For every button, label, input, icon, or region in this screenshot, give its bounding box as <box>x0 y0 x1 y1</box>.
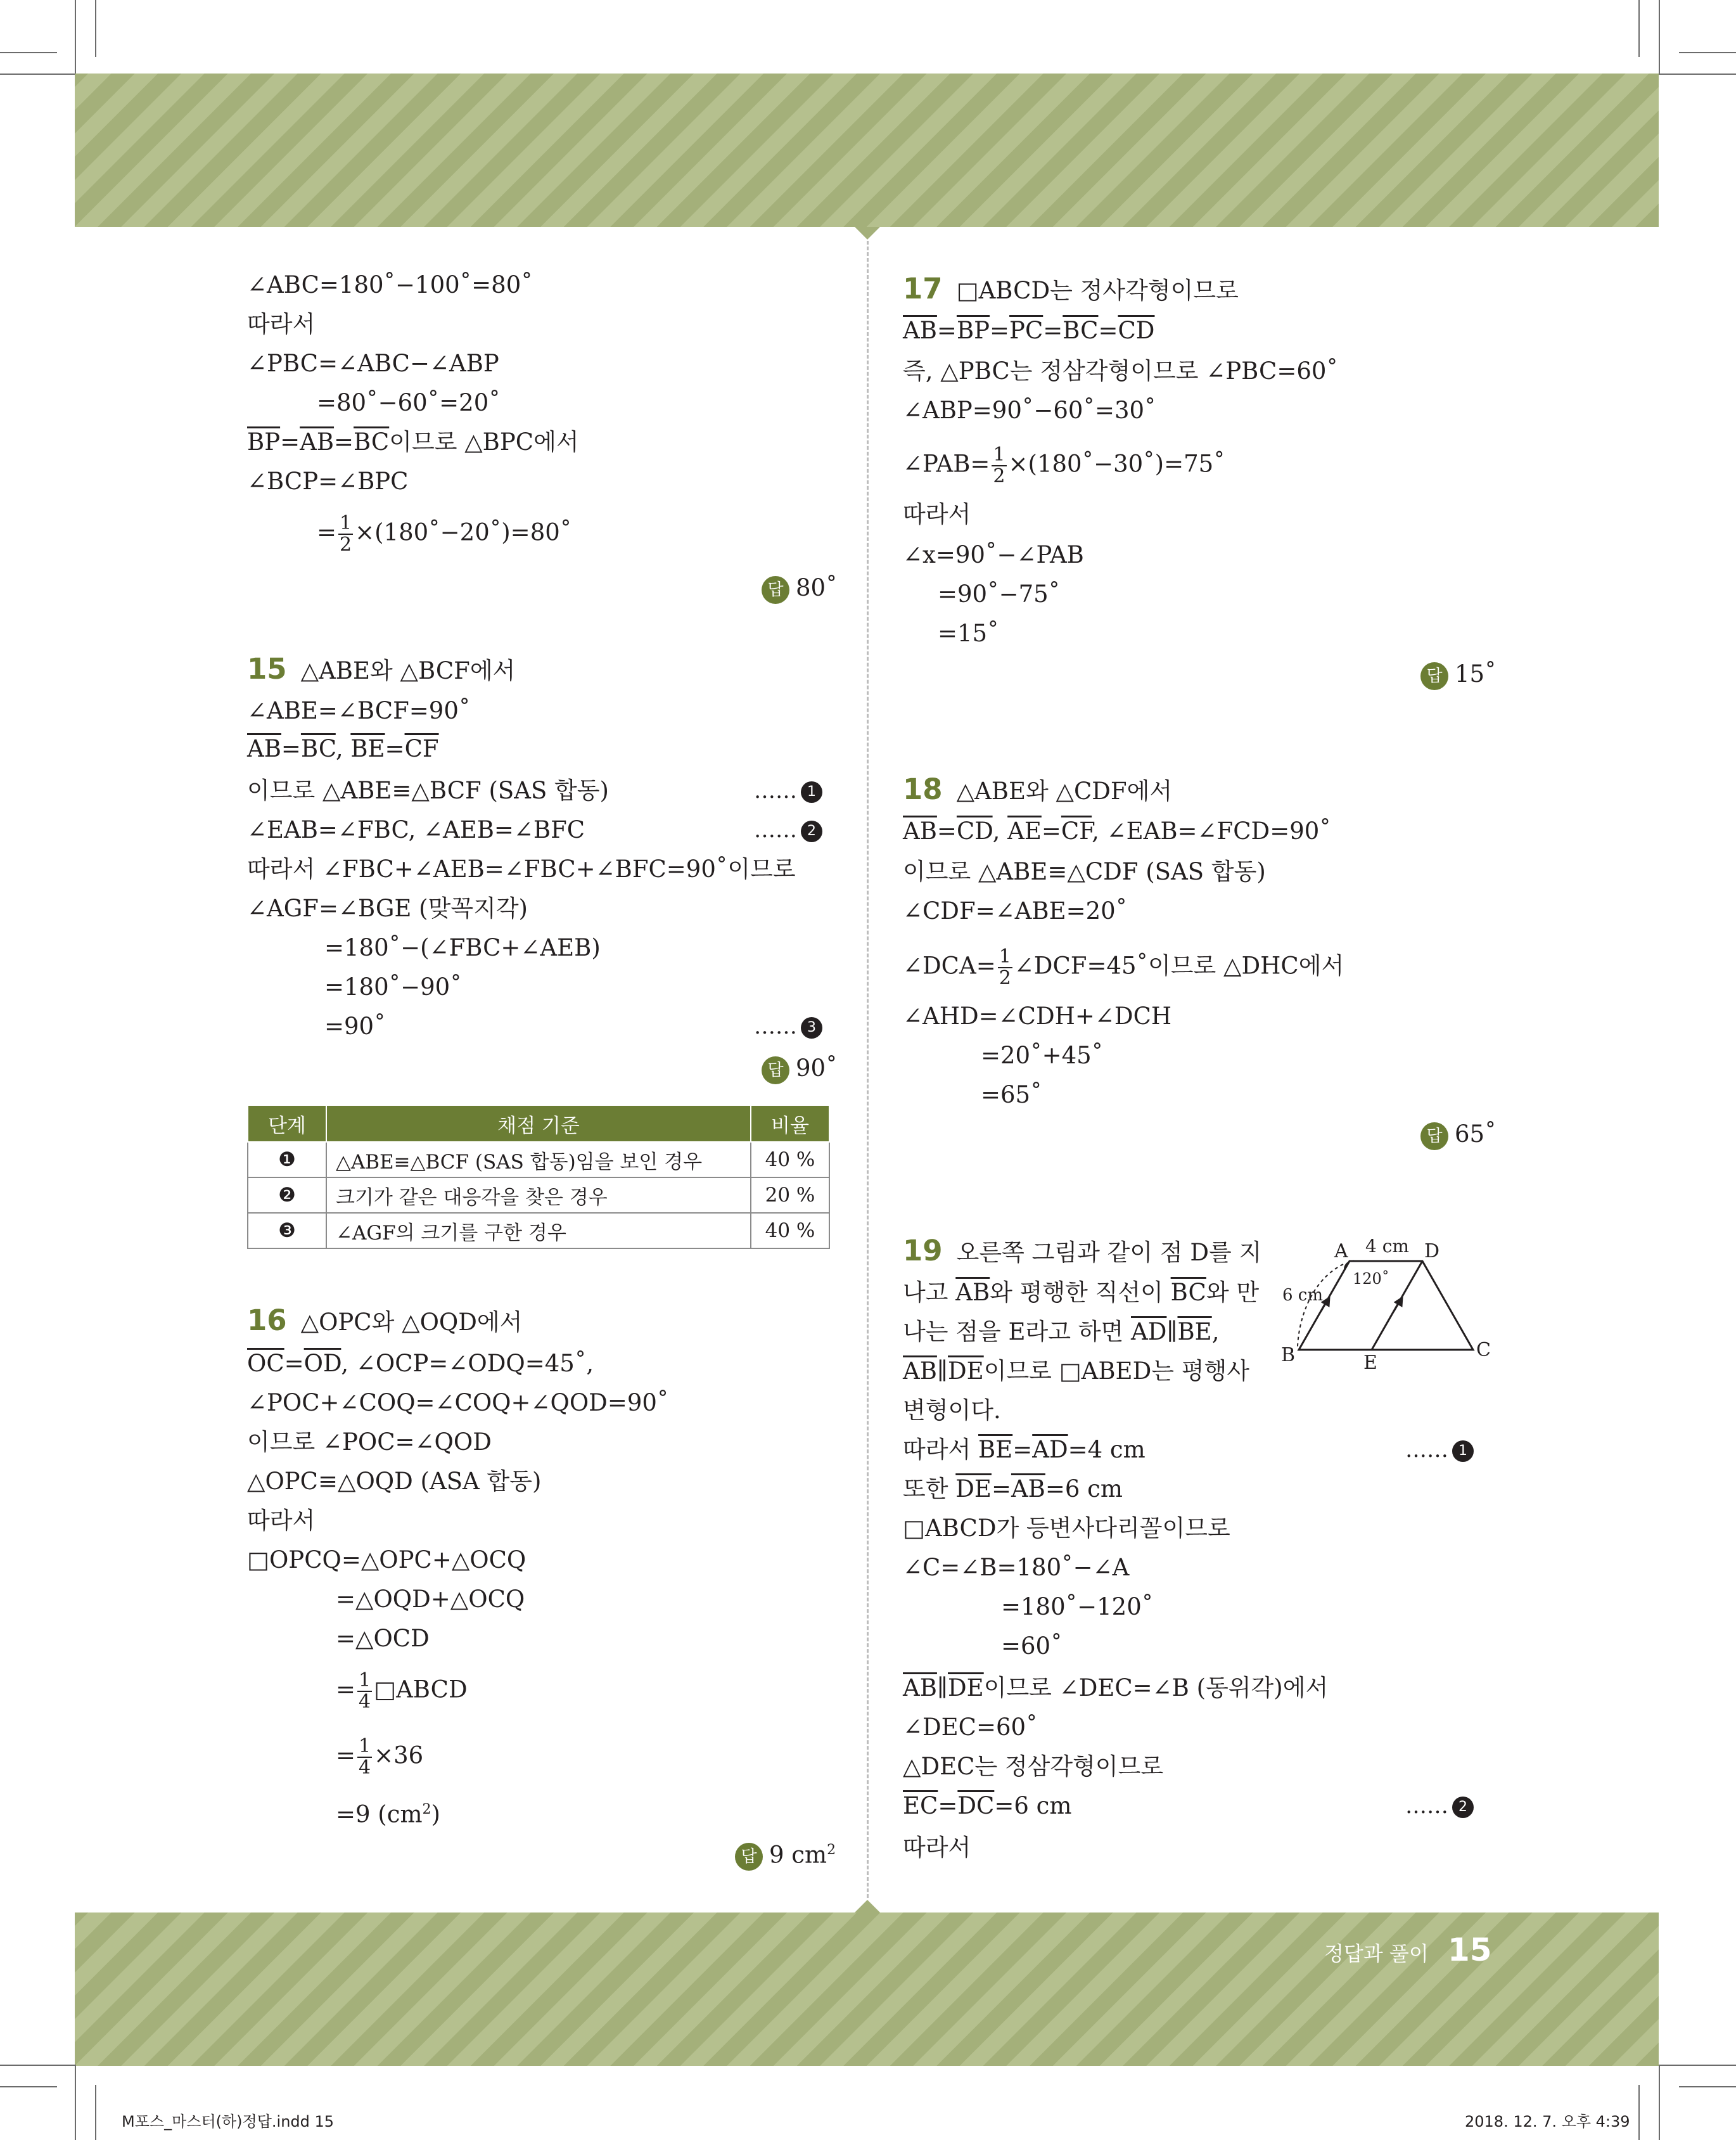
solution-line: 따라서 <box>247 1507 316 1534</box>
step-number-icon: 1 <box>801 781 822 803</box>
equals-sign: = <box>1041 817 1061 845</box>
fraction <box>338 513 353 555</box>
denominator: 4 <box>359 1691 371 1713</box>
problem-number: 15 <box>247 652 287 686</box>
problem-number: 19 <box>903 1234 943 1267</box>
numerator: 1 <box>993 444 1005 466</box>
parallel-arrow-icon <box>1394 1298 1402 1312</box>
crop-mark <box>1679 2086 1736 2087</box>
criterion-cell: 크기가 같은 대응각을 찾은 경우 <box>326 1177 751 1213</box>
segment-label: $\overline{AB}$ <box>903 317 937 344</box>
solution-text: △ABE와 △BCF에서 <box>300 657 516 684</box>
solution-text: △OPC와 △OQD에서 <box>300 1309 523 1336</box>
solution-line: ∠POC+∠COQ=∠COQ+∠QOD=90˚ <box>247 1389 669 1416</box>
solution-text: 나는 점을 E라고 하면 <box>903 1318 1131 1345</box>
solution-line: 이므로 △ABE≡△BCF (SAS 합동) <box>247 777 609 804</box>
dots: …… <box>754 1014 797 1039</box>
dots: …… <box>1405 1793 1448 1819</box>
solution-text: , ∠EAB=∠FCD=90˚ <box>1092 817 1331 845</box>
solution-line <box>336 1795 440 1829</box>
segment-label: $\overline{BC}$ <box>1170 1279 1206 1306</box>
segment-label: $\overline{BP}$ <box>956 317 990 344</box>
segment-label: $\overline{DE}$ <box>948 1674 984 1701</box>
solution-line <box>903 1474 1123 1504</box>
solution-line <box>903 1317 1219 1347</box>
segment-label: $\overline{AB}$ <box>903 817 937 845</box>
solution-line: =△OCD <box>336 1625 430 1652</box>
dots: …… <box>754 778 797 804</box>
solution-line: =65˚ <box>981 1081 1042 1108</box>
point-label-d: D <box>1424 1240 1440 1262</box>
solution-line: =90˚−75˚ <box>938 580 1061 608</box>
solution-line <box>336 1670 468 1712</box>
angle-label: 120˚ <box>1353 1270 1389 1288</box>
segment-label: $\overline{BC}$ <box>354 428 390 456</box>
parallel-sign: ∥ <box>936 1357 948 1385</box>
solution-text: ∠DCF=45˚이므로 △DHC에서 <box>1014 952 1344 980</box>
denominator: 2 <box>999 967 1011 989</box>
point-label-e: E <box>1363 1352 1377 1369</box>
problem-number: 16 <box>247 1304 287 1337</box>
crop-mark <box>0 74 75 75</box>
solution-line: ∠AHD=∠CDH+∠DCH <box>903 1003 1172 1030</box>
solution-line <box>903 1278 1259 1308</box>
solution-line <box>317 513 571 555</box>
parallel-sign: ∥ <box>1166 1318 1178 1345</box>
segment-label: $\overline{BE}$ <box>1177 1318 1212 1345</box>
answer-box <box>1420 1119 1497 1150</box>
solution-line: △DEC는 정삼각형이므로 <box>903 1753 1164 1780</box>
answer-box <box>1420 659 1497 690</box>
numerator: 1 <box>359 1735 371 1757</box>
solution-line: ∠x=90˚−∠PAB <box>903 541 1084 568</box>
solution-line: ∠EAB=∠FBC, ∠AEB=∠BFC <box>247 816 585 843</box>
segment-label: $\overline{AB}$ <box>300 428 335 456</box>
problem-heading <box>247 1305 522 1338</box>
side-brace <box>1298 1264 1343 1347</box>
equals-sign: = <box>991 1475 1011 1502</box>
superscript: 2 <box>827 1842 836 1858</box>
segment-label: $\overline{CD}$ <box>1118 317 1155 344</box>
segment-label: $\overline{BE}$ <box>350 735 385 762</box>
segment-label: $\overline{PC}$ <box>1009 317 1044 344</box>
equals-sign: = <box>936 317 957 344</box>
step-number-icon: 1 <box>1452 1440 1474 1462</box>
segment-label: $\overline{BP}$ <box>247 428 281 456</box>
answer-value: 90˚ <box>796 1054 838 1082</box>
footer-notch <box>855 1900 880 1913</box>
solution-line: ∠ABP=90˚−60˚=30˚ <box>903 397 1156 424</box>
segment-label: $\overline{AB}$ <box>955 1279 990 1306</box>
step-cell: ❶ <box>248 1142 326 1177</box>
answer-value: 65˚ <box>1455 1120 1497 1148</box>
crop-mark <box>1659 0 1660 74</box>
step-marker <box>1405 1435 1474 1465</box>
solution-line: 따라서 <box>903 501 971 528</box>
crop-mark <box>95 0 96 57</box>
solution-line: 따라서 ∠FBC+∠AEB=∠FBC+∠BFC=90˚이므로 <box>247 855 796 883</box>
crop-mark <box>75 0 76 74</box>
superscript: 2 <box>422 1802 431 1817</box>
segment-label: $\overline{DE}$ <box>955 1475 992 1502</box>
solution-text: 와 만 <box>1206 1279 1260 1306</box>
criterion-cell: ∠AGF의 크기를 구한 경우 <box>326 1213 751 1248</box>
footer-band <box>75 1913 1659 2066</box>
table-row <box>248 1177 829 1213</box>
equals-sign: = <box>990 317 1010 344</box>
solution-text: 이므로 △BPC에서 <box>389 428 579 456</box>
step-number-icon: 2 <box>801 821 822 842</box>
solution-line: ∠C=∠B=180˚−∠A <box>903 1554 1130 1581</box>
answer-box <box>762 573 838 604</box>
equals-sign: = <box>334 428 354 456</box>
solution-text: ∠DCA= <box>903 952 996 980</box>
segment-label: $\overline{CF}$ <box>404 735 439 762</box>
equals-sign: = <box>938 1792 958 1819</box>
step-marker <box>1405 1791 1474 1821</box>
fraction <box>998 947 1012 989</box>
numerator: 1 <box>340 512 352 534</box>
file-slug: M포스_마스터(하)정답.indd 15 <box>122 2113 335 2130</box>
print-timestamp: 2018. 12. 7. 오후 4:39 <box>1465 2113 1630 2130</box>
point-label-a: A <box>1334 1240 1348 1262</box>
solution-line: □OPCQ=△OPC+△OCQ <box>247 1546 527 1573</box>
solution-text: ∠PAB= <box>903 450 990 478</box>
solution-line <box>903 1791 1071 1821</box>
solution-text: 와 평행한 직선이 <box>990 1279 1171 1306</box>
equals-sign: = <box>1043 317 1063 344</box>
solution-text: = <box>317 518 337 546</box>
equals-sign: = <box>284 1350 304 1377</box>
solution-line: 이므로 ∠POC=∠QOD <box>247 1428 492 1456</box>
header-band <box>75 74 1659 227</box>
denominator: 2 <box>340 534 352 556</box>
solution-line <box>903 816 1331 847</box>
solution-text: △ABE와 △CDF에서 <box>956 778 1173 805</box>
solution-line: ∠PBC=∠ABC−∠ABP <box>247 350 499 377</box>
problem-heading <box>903 774 1172 807</box>
solution-line: 이므로 △ABE≡△CDF (SAS 합동) <box>903 858 1266 885</box>
equals-sign: = <box>936 817 957 845</box>
solution-line: △OPC≡△OQD (ASA 합동) <box>247 1468 542 1495</box>
answer-badge: 답 <box>1420 662 1448 690</box>
problem-heading <box>247 654 515 686</box>
segment-label: $\overline{DC}$ <box>957 1792 995 1819</box>
answer-value: 9 cm <box>769 1841 827 1869</box>
step-number-icon: 2 <box>1452 1797 1474 1818</box>
solution-line: 즉, △PBC는 정삼각형이므로 ∠PBC=60˚ <box>903 357 1338 385</box>
parallel-sign: ∥ <box>936 1674 948 1701</box>
step-marker <box>754 815 822 845</box>
equals-sign: = <box>385 735 405 762</box>
solution-text: ) <box>431 1800 440 1828</box>
column-divider <box>867 241 869 1898</box>
solution-line <box>903 1673 1328 1703</box>
solution-text: 이므로 □ABED는 평행사 <box>983 1357 1249 1385</box>
step-cell: ❸ <box>248 1213 326 1248</box>
crop-mark <box>1659 2065 1736 2066</box>
problem-number: 17 <box>903 272 943 305</box>
solution-line: 따라서 <box>903 1834 971 1861</box>
equals-sign: = <box>1012 1436 1033 1463</box>
crop-mark <box>1659 2065 1660 2140</box>
solution-text: 따라서 <box>903 1436 978 1463</box>
segment-label: $\overline{CF}$ <box>1061 817 1092 845</box>
ratio-cell: 40 % <box>751 1213 829 1248</box>
fraction <box>992 445 1006 487</box>
segment-label: $\overline{AB}$ <box>903 1674 937 1701</box>
solution-line: =180˚−90˚ <box>324 973 462 1001</box>
equals-sign: = <box>281 735 301 762</box>
solution-line: 따라서 <box>247 311 316 338</box>
crop-mark <box>1638 2085 1640 2140</box>
solution-line: ∠ABE=∠BCF=90˚ <box>247 697 471 724</box>
answer-value: 15˚ <box>1455 660 1497 688</box>
answer-badge: 답 <box>735 1843 763 1871</box>
solution-line: =80˚−60˚=20˚ <box>317 389 501 416</box>
solution-line <box>247 427 579 458</box>
table-header-row <box>248 1105 829 1142</box>
denominator: 2 <box>993 465 1005 487</box>
crop-mark <box>0 2065 75 2066</box>
solution-text: □ABCD <box>374 1675 468 1703</box>
solution-line <box>903 947 1344 989</box>
denominator: 4 <box>359 1757 371 1779</box>
fraction <box>357 1736 372 1778</box>
solution-line: ∠CDF=∠ABE=20˚ <box>903 897 1128 925</box>
answer-box <box>762 1053 838 1084</box>
solution-line <box>247 734 439 764</box>
segment-label: $\overline{BE}$ <box>978 1436 1013 1463</box>
crop-mark <box>0 2086 57 2087</box>
segment-label: $\overline{AE}$ <box>1007 817 1042 845</box>
segment-label: $\overline{CD}$ <box>956 817 993 845</box>
equals-sign: = <box>280 428 300 456</box>
segment-label: $\overline{DE}$ <box>948 1357 984 1385</box>
solution-line: □ABCD가 등변사다리꼴이므로 <box>903 1515 1230 1542</box>
step-cell: ❷ <box>248 1177 326 1213</box>
solution-line: =90˚ <box>324 1013 386 1040</box>
equals-sign: = <box>1098 317 1118 344</box>
answer-badge: 답 <box>762 576 789 604</box>
answer-badge: 답 <box>762 1056 789 1084</box>
solution-line: =20˚+45˚ <box>981 1042 1104 1069</box>
problem-heading <box>903 1236 1261 1268</box>
segment-label: $\overline{AD}$ <box>1032 1436 1068 1463</box>
segment-label: $\overline{AB}$ <box>903 1357 937 1385</box>
segment-label: $\overline{OC}$ <box>247 1350 284 1377</box>
solution-text: =4 cm <box>1068 1436 1146 1463</box>
solution-line: =15˚ <box>938 620 999 647</box>
segment-label: $\overline{OD}$ <box>303 1350 341 1377</box>
solution-line: ∠AGF=∠BGE (맞꼭지각) <box>247 895 528 922</box>
segment-label: $\overline{BC}$ <box>1063 317 1099 344</box>
problem-heading <box>903 274 1239 306</box>
step-marker <box>754 1011 822 1042</box>
solution-line: ∠BCP=∠BPC <box>247 468 409 495</box>
solution-text: =6 cm <box>1045 1475 1123 1502</box>
solution-line <box>903 1356 1249 1387</box>
solution-line: =60˚ <box>1001 1632 1063 1660</box>
crop-mark <box>75 2065 76 2140</box>
problem-number: 18 <box>903 772 943 806</box>
column-header: 비율 <box>751 1105 829 1142</box>
answer-box <box>735 1835 836 1871</box>
solution-line: =180˚−120˚ <box>1001 1593 1154 1620</box>
footer-title: 정답과 풀이 <box>1324 1942 1429 1966</box>
answer-badge: 답 <box>1420 1122 1448 1150</box>
solution-line: ∠ABC=180˚−100˚=80˚ <box>247 271 533 298</box>
segment-label: $\overline{AB}$ <box>247 735 281 762</box>
segment-label: $\overline{EC}$ <box>903 1792 938 1819</box>
step-number-icon: 3 <box>801 1017 822 1039</box>
fraction <box>357 1670 372 1712</box>
point-label-b: B <box>1281 1344 1296 1366</box>
crop-mark <box>95 2085 96 2140</box>
crop-mark <box>1679 52 1736 53</box>
crop-mark <box>1638 0 1640 57</box>
ratio-cell: 40 % <box>751 1142 829 1177</box>
solution-text: = <box>336 1741 356 1769</box>
separator: , <box>992 817 1008 845</box>
separator: , <box>335 735 351 762</box>
dots: …… <box>1405 1437 1448 1463</box>
step-marker <box>754 776 822 806</box>
solution-line <box>247 1349 594 1379</box>
segment-label: $\overline{AD}$ <box>1131 1318 1167 1345</box>
scoring-table <box>247 1105 830 1249</box>
length-label: 4 cm <box>1365 1236 1409 1257</box>
header-notch <box>855 227 880 240</box>
trapezoid-figure <box>1273 1229 1502 1369</box>
length-label: 6 cm <box>1282 1286 1324 1305</box>
solution-line <box>903 316 1154 346</box>
solution-text: =6 cm <box>994 1792 1072 1819</box>
solution-text: ×36 <box>374 1741 424 1769</box>
solution-line <box>336 1736 423 1778</box>
solution-text: 나고 <box>903 1279 956 1306</box>
crop-mark <box>1659 74 1736 75</box>
dots: …… <box>754 817 797 843</box>
solution-text: ×(180˚−30˚)=75˚ <box>1008 450 1225 478</box>
numerator: 1 <box>359 1669 371 1691</box>
solution-text: □ABCD는 정사각형이므로 <box>956 277 1239 304</box>
solution-line <box>903 445 1225 487</box>
page-number: 15 <box>1448 1932 1492 1968</box>
solution-text: , <box>1211 1318 1220 1345</box>
crop-mark <box>0 52 57 53</box>
solution-line: =180˚−(∠FBC+∠AEB) <box>324 934 601 961</box>
column-header: 채점 기준 <box>326 1105 751 1142</box>
solution-text: 이므로 ∠DEC=∠B (동위각)에서 <box>983 1674 1329 1701</box>
segment-label: $\overline{BC}$ <box>300 735 336 762</box>
table-row <box>248 1213 829 1248</box>
solution-line <box>903 1435 1146 1465</box>
solution-text: = <box>336 1675 356 1703</box>
solution-line: ∠DEC=60˚ <box>903 1714 1038 1741</box>
solution-text: 또한 <box>903 1475 956 1502</box>
solution-text: ×(180˚−20˚)=80˚ <box>355 518 572 546</box>
segment-label: $\overline{AB}$ <box>1011 1475 1045 1502</box>
column-header: 단계 <box>248 1105 326 1142</box>
solution-line: =△OQD+△OCQ <box>336 1586 525 1613</box>
ratio-cell: 20 % <box>751 1177 829 1213</box>
point-label-c: C <box>1476 1339 1491 1361</box>
answer-value: 80˚ <box>796 574 838 601</box>
numerator: 1 <box>999 945 1011 968</box>
solution-text: , ∠OCP=∠ODQ=45˚, <box>341 1350 594 1377</box>
solution-text: 오른쪽 그림과 같이 점 D를 지 <box>956 1239 1262 1266</box>
criterion-cell: △ABE≡△BCF (SAS 합동)임을 보인 경우 <box>326 1142 751 1177</box>
table-row <box>248 1142 829 1177</box>
solution-text: =9 (cm <box>336 1800 423 1828</box>
solution-line: 변형이다. <box>903 1397 1001 1424</box>
